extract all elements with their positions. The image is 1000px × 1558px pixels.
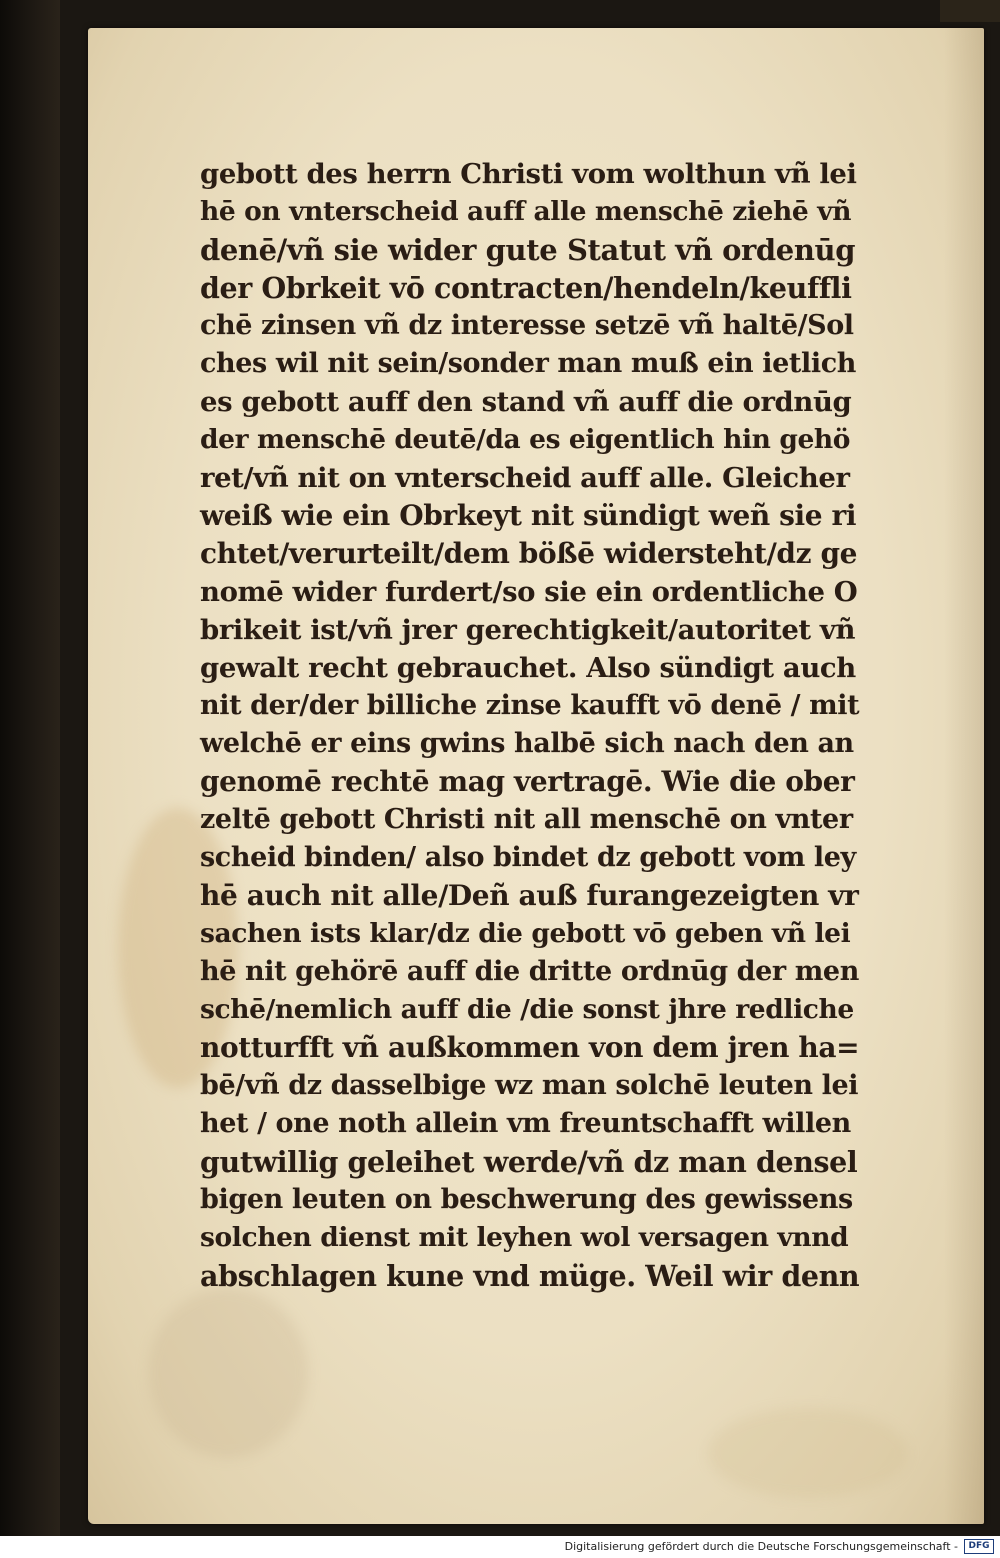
text-line: nomē wider furdert/so sie ein ordentliche O — [200, 576, 858, 608]
book-cover-edge — [0, 0, 60, 1536]
text-line: zeltē gebott Christi nit all menschē on vnter — [200, 804, 853, 835]
text-line: schē/nemlich auff die /die sonst jhre redliche — [200, 994, 854, 1025]
text-line: bigen leuten on beschwerung des gewissens — [200, 1184, 853, 1215]
text-line: ches wil nit sein/sonder man muß ein ietlich — [200, 348, 856, 379]
text-line: bē/vñ dz dasselbige wz man solchē leuten lei — [200, 1070, 859, 1101]
digitization-footer — [0, 1536, 1000, 1558]
text-line: chtet/verurteilt/dem bößē widersteht/dz ge — [200, 537, 858, 570]
text-line: gutwillig geleihet werde/vñ dz man densel — [200, 1145, 858, 1179]
text-line: het / one noth allein vm freuntschafft willen — [200, 1108, 851, 1139]
paper-stain — [148, 1288, 308, 1458]
text-line: nit der/der billiche zinse kaufft vō denē / mit — [200, 690, 860, 721]
text-line: ret/vñ nit on vnterscheid auff alle. Gleicher — [200, 462, 850, 494]
text-line: der menschē deutē/da es eigentlich hin gehö — [200, 424, 851, 455]
text-line: sachen ists klar/dz die gebott vō geben vñ lei — [200, 918, 851, 949]
text-line: scheid binden/ also bindet dz gebott vom ley — [200, 842, 856, 873]
text-line: brikeit ist/vñ jrer gerechtigkeit/autoritet vñ — [200, 614, 856, 646]
text-line: hē auch nit alle/Deñ auß furangezeigten vr — [200, 879, 859, 912]
text-line: abschlagen kune vnd müge. Weil wir denn — [200, 1259, 860, 1293]
dfg-logo-icon: DFG — [964, 1539, 994, 1554]
text-line: der Obrkeit vō contracten/hendeln/keuffli — [200, 271, 852, 305]
text-line: hē nit gehörē auff die dritte ordnūg der men — [200, 956, 859, 987]
text-line: weiß wie ein Obrkeyt nit sündigt weñ sie ri — [200, 499, 857, 532]
text-line: denē/vñ sie wider gute Statut vñ ordenūg — [200, 233, 856, 267]
neighbor-page-corner — [940, 0, 1000, 22]
text-line: gebott des herrn Christi vom wolthun vñ lei — [200, 158, 857, 190]
text-line: notturfft vñ außkommen von dem jren ha= — [200, 1031, 860, 1064]
text-line: genomē rechtē mag vertragē. Wie die ober — [200, 765, 855, 798]
text-line: solchen dienst mit leyhen wol versagen vnnd — [200, 1222, 849, 1253]
funding-credit: Digitalisierung gefördert durch die Deutsche Forschungsgemeinschaft - — [564, 1540, 958, 1553]
text-line: hē on vnterscheid auff alle menschē ziehē vñ — [200, 196, 852, 227]
text-line: welchē er eins gwins halbē sich nach den an — [200, 728, 854, 759]
text-line: chē zinsen vñ dz interesse setzē vñ haltē/Sol — [200, 310, 854, 341]
printed-text-block — [200, 155, 860, 1295]
text-line: gewalt recht gebrauchet. Also sündigt auch — [200, 652, 856, 684]
paper-stain — [708, 1408, 908, 1498]
text-line: es gebott auff den stand vñ auff die ordnūg — [200, 386, 852, 418]
